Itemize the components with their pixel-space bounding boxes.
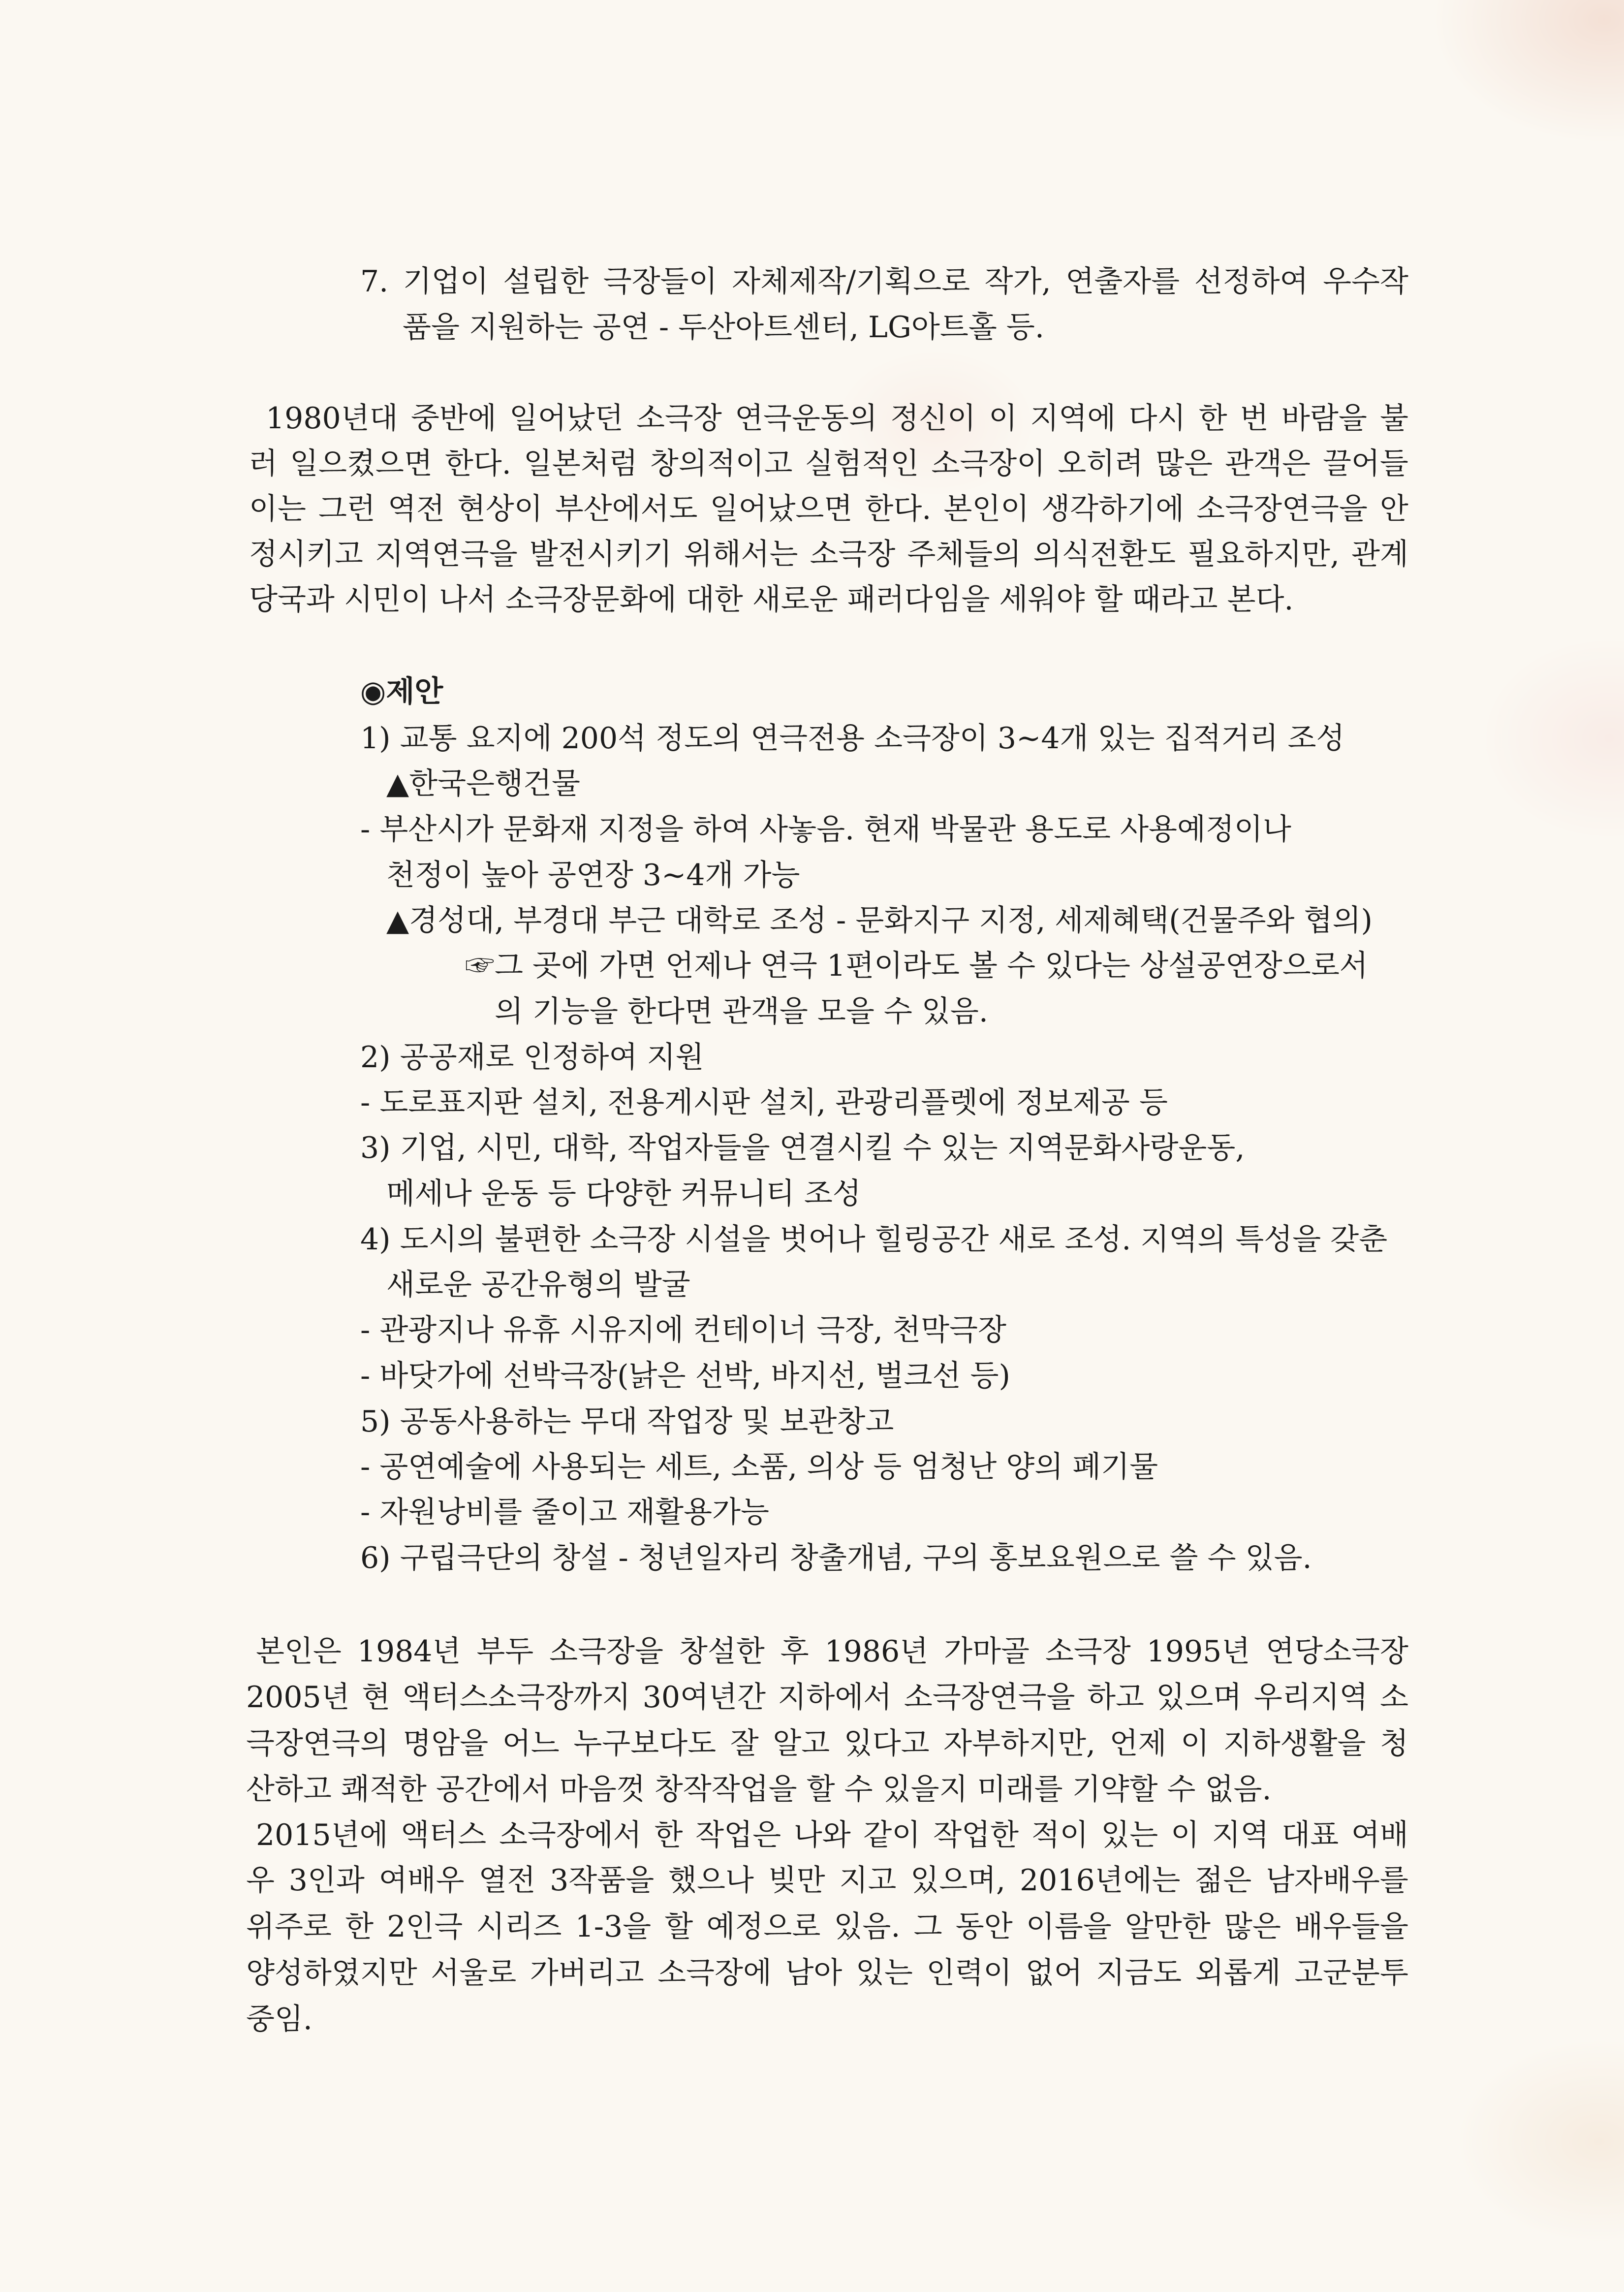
item7-line2: 품을 지원하는 공연 - 두산아트센터, LG아트홀 등. <box>403 310 1044 345</box>
proposal-line: - 자원낭비를 줄이고 재활용가능 <box>360 1495 769 1529</box>
proposal-line: 천정이 높아 공연장 3~4개 가능 <box>386 858 800 892</box>
para2-line: 2005년 현 액터스소극장까지 30여년간 지하에서 소극장연극을 하고 있으며 우리지역 소 <box>246 1680 1408 1715</box>
proposal-heading: ◉제안 <box>360 674 443 709</box>
proposal-line: 5) 공동사용하는 무대 작업장 및 보관창고 <box>360 1404 894 1439</box>
para2-line: 산하고 쾌적한 공간에서 마음껏 창작작업을 할 수 있을지 미래를 기약할 수 없음. <box>246 1772 1272 1807</box>
para2-line: 양성하였지만 서울로 가버리고 소극장에 남아 있는 인력이 없어 지금도 외롭게 고군분투 <box>246 1956 1408 1990</box>
proposal-line: 1) 교통 요지에 200석 정도의 연극전용 소극장이 3~4개 있는 집적거리 조성 <box>360 721 1345 756</box>
proposal-line: - 관광지나 유휴 시유지에 컨테이너 극장, 천막극장 <box>360 1313 1006 1347</box>
proposal-line: 새로운 공간유형의 발굴 <box>386 1268 690 1302</box>
proposal-line: ▲경성대, 부경대 부근 대학로 조성 - 문화지구 지정, 세제혜택(건물주와 협의) <box>386 903 1373 938</box>
proposal-line: - 부산시가 문화재 지정을 하여 사놓음. 현재 박물관 용도로 사용예정이나 <box>360 812 1291 847</box>
para2-line: 본인은 1984년 부두 소극장을 창설한 후 1986년 가마골 소극장 1995년 연당소극장 <box>256 1634 1408 1669</box>
proposal-line: ▲한국은행건물 <box>386 766 580 801</box>
para2-line: 중임. <box>246 2002 312 2037</box>
proposal-line: 의 기능을 한다면 관객을 모을 수 있음. <box>495 994 988 1029</box>
para1-line: 이는 그런 역전 현상이 부산에서도 일어났으면 한다. 본인이 생각하기에 소극장연극을 안 <box>249 492 1408 526</box>
item7-line1: 7. 기업이 설립한 극장들이 자체제작/기획으로 작가, 연출자를 선정하여 우수작 <box>360 264 1408 299</box>
para2-line: 위주로 한 2인극 시리즈 1-3을 할 예정으로 있음. 그 동안 이름을 알만한 많은 배우들을 <box>246 1910 1408 1944</box>
proposal-line: 2) 공공재로 인정하여 지원 <box>360 1040 704 1075</box>
para1-line: 당국과 시민이 나서 소극장문화에 대한 새로운 패러다임을 세워야 할 때라고 본다. <box>249 582 1294 617</box>
proposal-line: - 공연예술에 사용되는 세트, 소품, 의상 등 엄청난 양의 폐기물 <box>360 1450 1158 1484</box>
proposal-line: 6) 구립극단의 창설 - 청년일자리 창출개념, 구의 홍보요원으로 쓸 수 있음. <box>360 1541 1312 1575</box>
proposal-line: ☞그 곳에 가면 언제나 연극 1편이라도 볼 수 있다는 상설공연장으로서 <box>465 949 1368 983</box>
proposal-line: 3) 기업, 시민, 대학, 작업자들을 연결시킬 수 있는 지역문화사랑운동, <box>360 1131 1245 1165</box>
proposal-line: - 도로표지판 설치, 전용게시판 설치, 관광리플렛에 정보제공 등 <box>360 1085 1168 1120</box>
para1-line: 러 일으켰으면 한다. 일본처럼 창의적이고 실험적인 소극장이 오히려 많은 관객은 끌어들 <box>249 446 1408 481</box>
proposal-line: 4) 도시의 불편한 소극장 시설을 벗어나 힐링공간 새로 조성. 지역의 특성을 갖춘 <box>360 1222 1388 1257</box>
para2-line: 우 3인과 여배우 열전 3작품을 했으나 빚만 지고 있으며, 2016년에는 젊은 남자배우를 <box>246 1863 1408 1898</box>
para2-line: 극장연극의 명암을 어느 누구보다도 잘 알고 있다고 자부하지만, 언제 이 지하생활을 청 <box>246 1726 1408 1761</box>
proposal-line: 메세나 운동 등 다양한 커뮤니티 조성 <box>386 1177 861 1211</box>
para1-line: 정시키고 지역연극을 발전시키기 위해서는 소극장 주체들의 의식전환도 필요하지만, 관계 <box>249 537 1408 572</box>
para1-line: 1980년대 중반에 일어났던 소극장 연극운동의 정신이 이 지역에 다시 한 번 바람을 불 <box>266 401 1408 436</box>
para2-line: 2015년에 액터스 소극장에서 한 작업은 나와 같이 작업한 적이 있는 이 지역 대표 여배 <box>256 1818 1408 1852</box>
proposal-line: - 바닷가에 선박극장(낡은 선박, 바지선, 벌크선 등) <box>360 1359 1010 1393</box>
